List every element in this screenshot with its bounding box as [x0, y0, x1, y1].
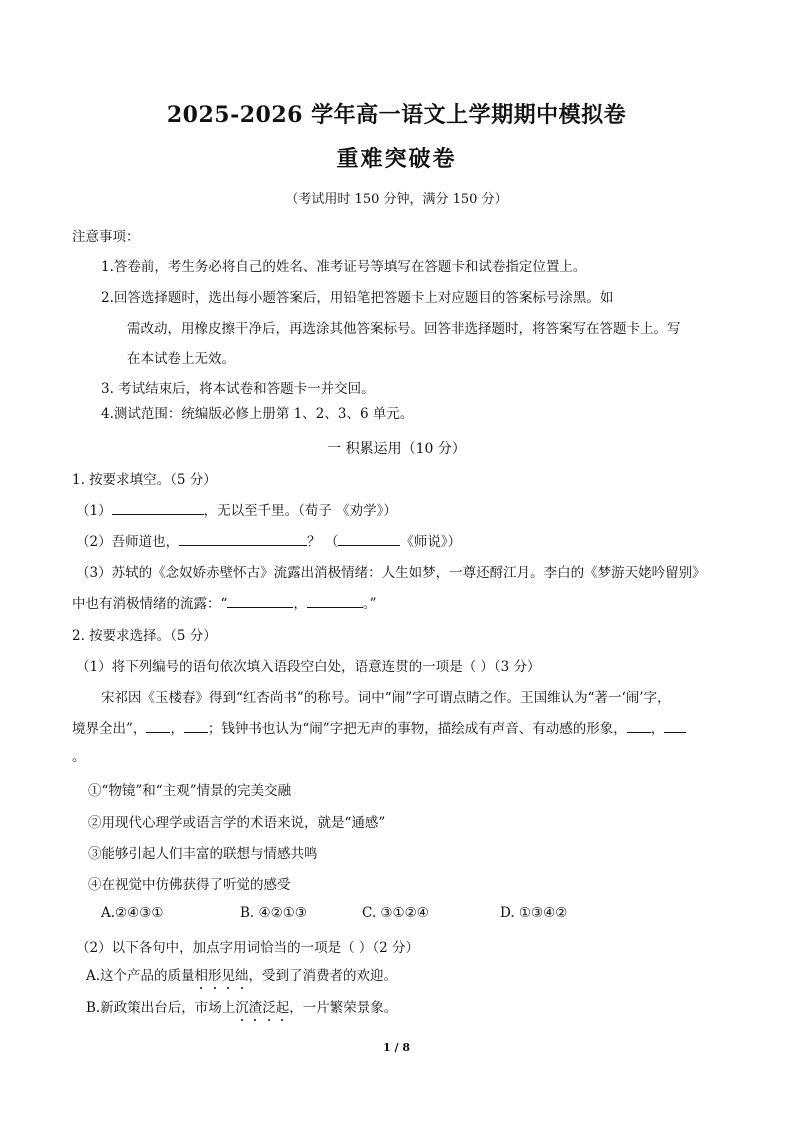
part-2-middle: ？ （: [307, 534, 339, 550]
question-2-stem: 2. 按要求选择。（5 分）: [72, 628, 217, 644]
part-2-prefix: （2）吾师道也，: [76, 534, 180, 550]
choice-a-suffix: ，受到了消费者的欢迎。: [248, 968, 398, 984]
question-1-stem: 1. 按要求填空。（5 分）: [72, 472, 217, 488]
choice-b-suffix: ，一片繁荣景象。: [289, 1000, 398, 1016]
part-3-suffix: 。”: [362, 596, 377, 612]
sentence-option: ②用现代心理学或语言学的术语来说，就是“通感”: [88, 815, 386, 831]
answer-option-a[interactable]: A.②④③①: [101, 905, 164, 921]
exam-subtitle: 重难突破卷: [336, 146, 457, 172]
choice-a[interactable]: [86, 964, 397, 984]
notice-item-4: 4.测试范围：统编版必修上册第 1、2、3、6 单元。: [101, 406, 414, 422]
choice-b[interactable]: [86, 996, 397, 1016]
question-1-part-2: [76, 530, 461, 550]
fill-blank[interactable]: [627, 718, 651, 733]
notice-item-3: 3. 考试结束后，将本试卷和答题卡一并交回。: [101, 381, 375, 397]
sentence-option: ①“物镜”和“主观”情景的完美交融: [88, 783, 292, 799]
passage-separator: ，: [650, 721, 665, 737]
passage-middle: ；钱钟书也认为“闹”字把无声的事物，描绘成有声音、有动感的形象，: [207, 721, 627, 737]
fill-blank[interactable]: [184, 718, 208, 733]
answer-option-b[interactable]: B. ④②①③: [240, 905, 307, 921]
notice-item-2-line-1: 2.回答选择题时，选出每小题答案后，用铅笔把答题卡上对应题目的答案标号涂黑。如: [101, 290, 614, 306]
fill-blank[interactable]: [112, 500, 204, 515]
choice-a-prefix: A.这个产品的质量: [86, 968, 195, 984]
passage-line-3: 。: [72, 749, 86, 765]
dotted-phrase: 相形见绌: [194, 968, 249, 984]
fill-blank[interactable]: [307, 593, 363, 608]
notice-item-2-line-3: 在本试卷上无效。: [127, 351, 235, 367]
fill-blank[interactable]: [338, 531, 400, 546]
part-3-prefix: 中也有消极情绪的流露：“: [72, 596, 228, 612]
passage-line-1: 宋祁因《玉楼春》得到“红杏尚书”的称号。词中“闹”字可谓点睛之作。王国维认为“著一‘闹’字，: [101, 690, 671, 706]
fill-blank[interactable]: [227, 593, 293, 608]
passage-line-2: [72, 717, 686, 737]
answer-option-c[interactable]: C. ③①②④: [362, 905, 429, 921]
sentence-option: ③能够引起人们丰富的联想与情感共鸣: [88, 846, 318, 862]
notice-heading: 注意事项：: [72, 229, 140, 245]
fill-blank[interactable]: [179, 531, 307, 546]
notice-item-1: 1.答卷前，考生务必将自己的姓名、准考证号等填写在答题卡和试卷指定位置上。: [101, 259, 587, 275]
part-1-prefix: （1）: [76, 503, 112, 519]
fill-blank[interactable]: [664, 718, 686, 733]
question-1-part-3-line-2: [72, 592, 377, 612]
section-heading: 一 积累运用（10 分）: [327, 441, 466, 457]
exam-info: （考试用时 150 分钟，满分 150 分）: [285, 192, 508, 207]
question-1-part-1: [76, 499, 397, 519]
question-2-sub-2-stem: （2）以下各句中，加点字用词恰当的一项是（ ）（2 分）: [76, 940, 420, 956]
notice-item-2-line-2: 需改动，用橡皮擦干净后，再选涂其他答案标号。回答非选择题时，将答案写在答题卡上。写: [127, 321, 681, 337]
question-1-part-3-line-1: （3）苏轼的《念奴娇赤壁怀古》流露出消极情绪：人生如梦，一尊还酹江月。李白的《梦游天姥吟留别》: [76, 565, 706, 581]
question-2-sub-1-stem: （1）将下列编号的语句依次填入语段空白处，语意连贯的一项是（ ）（3 分）: [76, 659, 541, 675]
part-1-suffix: ，无以至千里。（荀子 《劝学》）: [203, 503, 397, 519]
exam-title: 2025-2026 学年高一语文上学期期中模拟卷: [166, 102, 627, 128]
part-3-separator: ，: [293, 596, 307, 612]
passage-prefix: 境界全出”，: [72, 721, 147, 737]
page-number: 1 / 8: [383, 1041, 410, 1054]
choice-b-prefix: B.新政策出台后，市场上: [86, 1000, 236, 1016]
fill-blank[interactable]: [146, 718, 170, 733]
part-2-suffix: 《师说》）: [400, 534, 462, 550]
dotted-phrase: 沉渣泛起: [235, 1000, 290, 1016]
passage-separator: ，: [170, 721, 184, 737]
sentence-option: ④在视觉中仿佛获得了听觉的感受: [88, 877, 291, 893]
answer-option-d[interactable]: D. ①③④②: [500, 905, 568, 921]
